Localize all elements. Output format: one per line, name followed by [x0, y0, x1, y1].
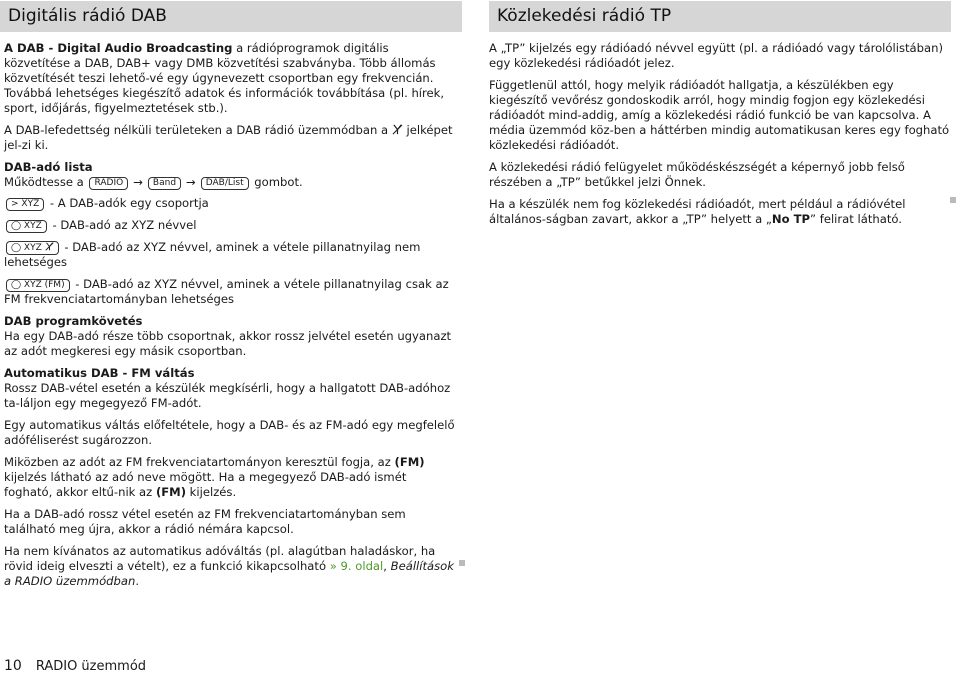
- dab-list-key: DAB/List: [201, 177, 249, 190]
- dab-list-instruction: Működtesse a RADIO → Band → DAB/List gombot.: [4, 175, 303, 189]
- auto-switch-title: Automatikus DAB - FM váltás: [4, 366, 195, 380]
- no-reception-antenna-icon: [392, 124, 403, 135]
- right-column: [489, 0, 951, 227]
- list-item-no-reception: ◯ XYZ - DAB-adó az XYZ névvel, aminek a vétele pillanatnyilag nem lehetséges: [4, 240, 421, 269]
- page-link[interactable]: » 9. oldal: [329, 559, 384, 573]
- fm-indicator-paragraph: Miközben az adót az FM frekvenciatartományon keresztül fogja, az (FM) kijelzés látható az adó neve mögött. Ha a megegyező DAB-adó ismét fogható, akkor eltű-nik az (FM) kijelzés.: [4, 455, 425, 499]
- section-end-marker: [950, 197, 956, 203]
- page-number: 10: [4, 658, 22, 674]
- page-footer: [4, 658, 146, 675]
- intro-paragraph: A DAB - Digital Audio Broadcasting a rádióprogramok digitális közvetítése a DAB, DAB+ vagy DMB közvetítési szabványba. Több állomás közvetítését teszi lehető-vé egy úgynevezett csoportban egy frekvencián. Továbbá lehetséges kiegészítő adatok és információk továbbítása (pl. hírek, sport, időjárás, figyelmeztetések stb.).: [4, 41, 445, 115]
- no-reception-antenna-icon: [45, 242, 54, 251]
- precondition-paragraph: Egy automatikus váltás előfeltétele, hogy a DAB- és az FM-adó egy megfelelő adóféliserést sugározzon.: [4, 418, 455, 447]
- section-end-marker: [459, 560, 465, 566]
- list-item-fm: ◯ XYZ (FM) - DAB-adó az XYZ névvel, aminek a vétele pillanatnyilag csak az FM frekvenciatartományban lehetséges: [4, 277, 449, 306]
- tp-paragraph-2: Függetlenül attól, hogy melyik rádióadót hallgatja, a készülékben egy kiegészítő vevőrész gondoskodik arról, hogy mindig fogjon egy közlekedési rádióadót mind-addig, amíg a közlekedési rádió funkció be van kapcsolva. A média üzemmód köz-ben a háttérben mindig automatikusan keres egy fogható közlekedési rádióadót.: [489, 78, 950, 152]
- radio-key: RADIO: [89, 177, 128, 190]
- left-column: [0, 0, 462, 589]
- band-key: Band: [148, 177, 181, 190]
- tp-paragraph-4: Ha a készülék nem fog közlekedési rádióadót, mert például a rádióvétel általános-ságban zavart, akkor a „TP” helyett a „No TP” felirat látható.: [489, 197, 906, 226]
- follow-title: DAB programkövetés: [4, 314, 143, 328]
- tp-paragraph-3: A közlekedési rádió felügyelet működéskészségét a képernyő jobb felső részében a „TP” betűkkel jelzi Önnek.: [489, 160, 905, 189]
- station-no-reception-key: ◯ XYZ: [6, 241, 59, 255]
- coverage-paragraph: A DAB-lefedettség nélküli területeken a DAB rádió üzemmódban a jelképet jel-zi ki.: [4, 123, 453, 152]
- station-key: ◯ XYZ: [6, 220, 47, 233]
- tp-paragraph-1: A „TP” kijelzés egy rádióadó névvel együtt (pl. a rádióadó vagy tárolólistában) egy közlekedési rádióadót jelez.: [489, 41, 943, 70]
- follow-paragraph: Ha egy DAB-adó része több csoportnak, akkor rossz jelvétel esetén ugyanazt az adót megkeresi egy másik csoportban.: [4, 329, 452, 358]
- list-item-station: ◯ XYZ - DAB-adó az XYZ névvel: [4, 218, 458, 233]
- footer-section: RADIO üzemmód: [35, 659, 147, 674]
- mute-paragraph: Ha a DAB-adó rossz vétel esetén az FM frekvenciatartományban sem található meg újra, akkor a rádió némára kapcsol.: [4, 507, 406, 536]
- station-fm-key: ◯ XYZ (FM): [6, 279, 70, 292]
- disable-paragraph: Ha nem kívánatos az automatikus adóváltás (pl. alagútban haladáskor, ha rövid ideig elveszti a vételt), ez a funkció kikapcsolható » 9. oldal, Beállítások a RADIO üzemmódban.: [4, 544, 454, 588]
- group-key: > XYZ: [6, 198, 44, 211]
- section-title-dab: Digitális rádió DAB: [0, 1, 462, 32]
- dab-list-title: DAB-adó lista: [4, 160, 93, 174]
- auto-switch-paragraph: Rossz DAB-vétel esetén a készülék megkísérli, hogy a hallgatott DAB-adóhoz ta-láljon egy megegyező FM-adót.: [4, 381, 451, 410]
- list-item-group: > XYZ - A DAB-adók egy csoportja: [4, 196, 458, 211]
- section-title-tp: Közlekedési rádió TP: [489, 1, 951, 32]
